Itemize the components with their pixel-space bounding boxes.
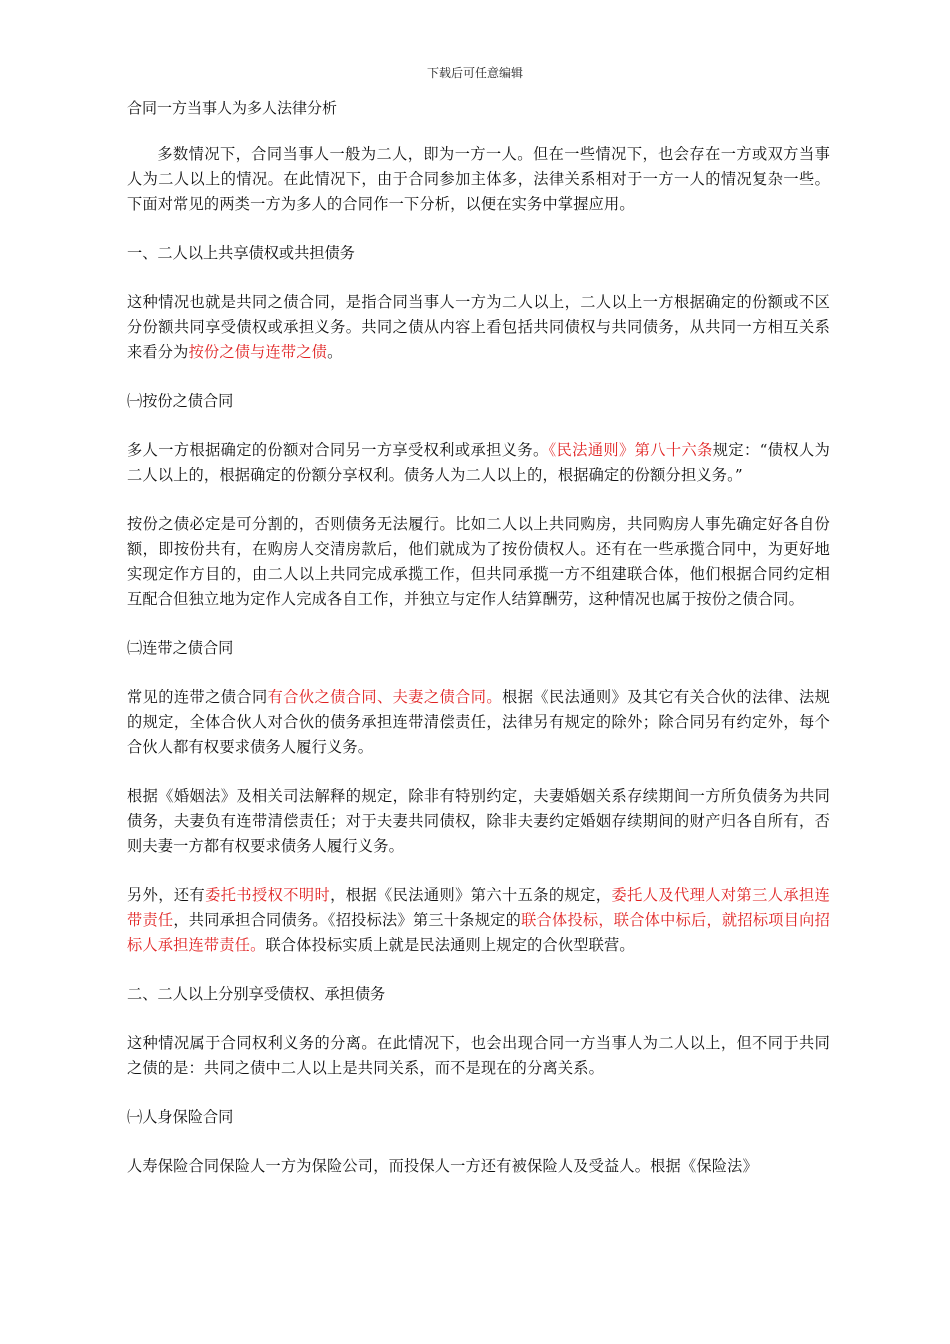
section2-paragraph: 这种情况属于合同权利义务的分离。在此情况下，也会出现合同一方当事人为二人以上，但不同于共同之债的是：共同之债中二人以上是共同关系，而不是现在的分离关系。: [127, 1034, 830, 1077]
highlight-text: 有合伙之债合同、夫妻之债合同。: [267, 688, 503, 706]
subsection-heading-joint: ㈡连带之债合同: [127, 639, 234, 657]
highlight-text: 委托人及代理人对第三人承担连带责任: [127, 886, 830, 929]
subsection-heading-proportional: ㈠按份之债合同: [127, 392, 234, 410]
section2-heading: 二、二人以上分别享受债权、承担债务: [127, 985, 386, 1003]
joint-paragraph-2: 根据《婚姻法》及相关司法解释的规定，除非有特别约定，夫妻婚姻关系存续期间一方所负债务为共同债务，夫妻负有连带清偿责任；对于夫妻共同债权，除非夫妻约定婚姻存续期间的财产归各自所有，否则夫妻一方都有权要求债务人履行义务。: [127, 787, 830, 855]
intro-paragraph: 多数情况下，合同当事人一般为二人，即为一方一人。但在一些情况下，也会存在一方或双方当事人为二人以上的情况。在此情况下，由于合同参加主体多，法律关系相对于一方一人的情况复杂一些。下面对常见的两类一方为多人的合同作一下分析，以便在实务中掌握应用。: [127, 145, 830, 213]
document-body: [127, 96, 830, 1203]
highlight-text: 按份之债与连带之债: [188, 343, 328, 361]
highlight-text: 《民法通则》第八十六条: [548, 441, 713, 459]
proportional-paragraph-2: 按份之债必定是可分割的，否则债务无法履行。比如二人以上共同购房，共同购房人事先确定好各自份额，即按份共有，在购房人交清房款后，他们就成为了按份债权人。还有在一些承揽合同中，为更好地实现定作方目的，由二人以上共同完成承揽工作，但共同承揽一方不组建联合体，他们根据合同约定相互配合但独立地为定作人完成各自工作，并独立与定作人结算酬劳，这种情况也属于按份之债合同。: [127, 515, 830, 608]
section1-heading: 一、二人以上共享债权或共担债务: [127, 244, 355, 262]
highlight-text: 联合体投标，联合体中标后，就招标项目向招标人承担连带责任。: [127, 911, 831, 954]
joint-paragraph-3: 另外，还有委托书授权不明时，根据《民法通则》第六十五条的规定，委托人及代理人对第三人承担连带责任，共同承担合同债务。《招投标法》第三十条规定的联合体投标，联合体中标后，就招标项目向招标人承担连带责任。联合体投标实质上就是民法通则上规定的合伙型联营。: [127, 886, 831, 954]
proportional-paragraph-1: 多人一方根据确定的份额对合同另一方享受权利或承担义务。《民法通则》第八十六条规定：“债权人为二人以上的，根据确定的份额分享权利。债务人为二人以上的，根据确定的份额分担义务。”: [127, 441, 830, 484]
joint-paragraph-1: 常见的连带之债合同有合伙之债合同、夫妻之债合同。根据《民法通则》及其它有关合伙的法律、法规的规定，全体合伙人对合伙的债务承担连带清偿责任，法律另有规定的除外；除合同另有约定外，每个合伙人都有权要求债务人履行义务。: [127, 688, 831, 756]
highlight-text: 委托书授权不明时: [205, 886, 331, 904]
insurance-paragraph: 人寿保险合同保险人一方为保险公司，而投保人一方还有被保险人及受益人。根据《保险法》: [127, 1157, 758, 1175]
section1-paragraph: 这种情况也就是共同之债合同，是指合同当事人一方为二人以上，二人以上一方根据确定的份额或不区分份额共同享受债权或承担义务。共同之债从内容上看包括共同债权与共同债务，从共同一方相互关系来看分为按份之债与连带之债。: [127, 293, 830, 361]
subsection-heading-insurance: ㈠人身保险合同: [127, 1108, 234, 1126]
page-header: 下载后可任意编辑: [426, 66, 523, 80]
document-title: 合同一方当事人为多人法律分析: [127, 99, 338, 117]
